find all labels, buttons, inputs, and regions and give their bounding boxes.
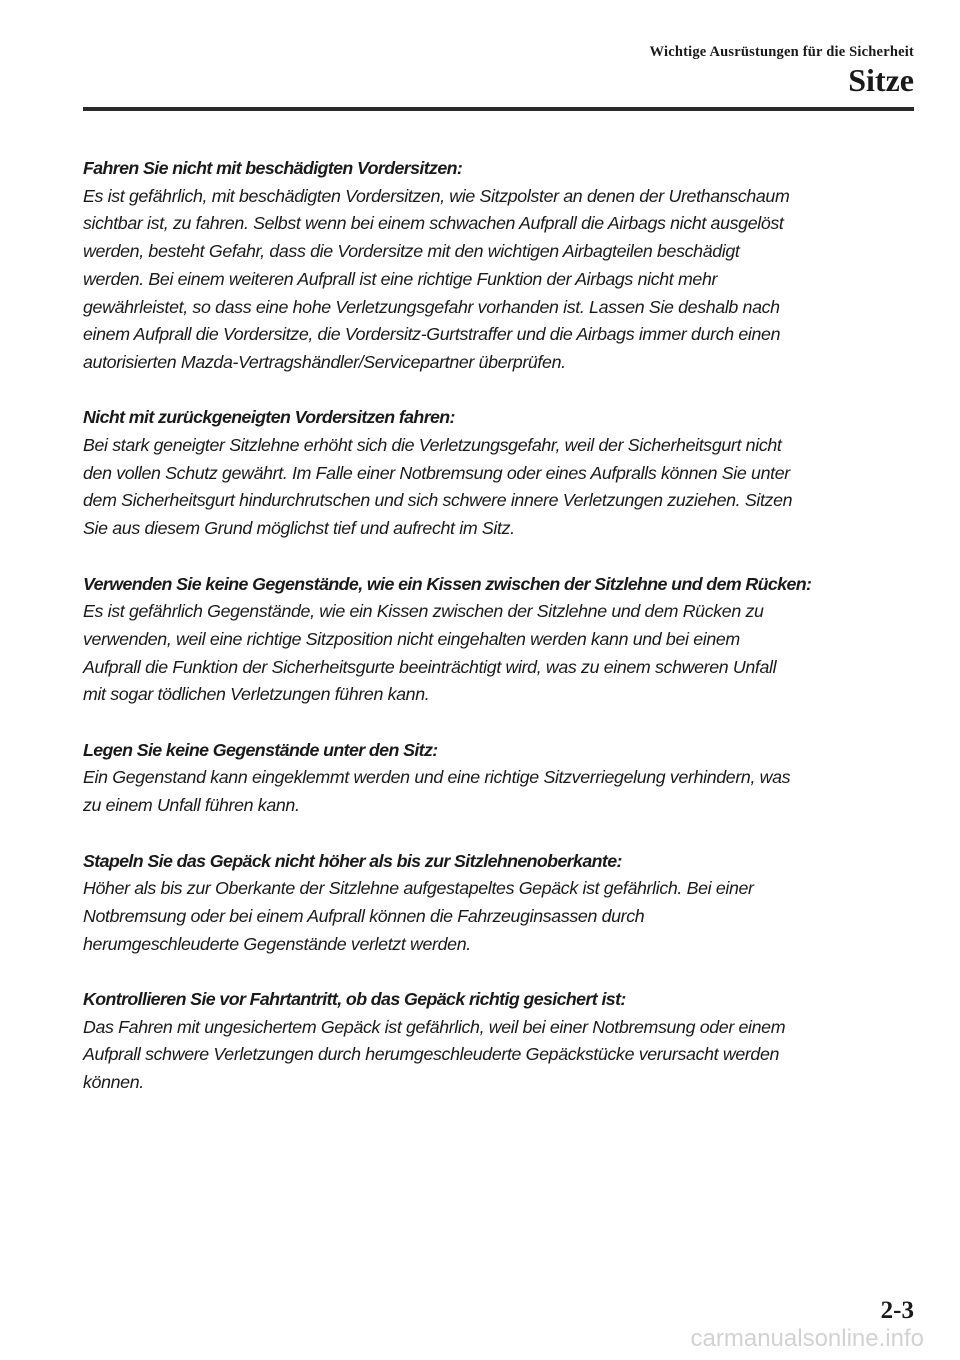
warning-title: Legen Sie keine Gegenstände unter den Sitz:	[83, 739, 438, 760]
warning-title: Verwenden Sie keine Gegenstände, wie ein Kissen zwischen der Sitzlehne und dem Rücken:	[83, 573, 812, 594]
warning-title: Kontrollieren Sie vor Fahrtantritt, ob das Gepäck richtig gesichert ist:	[83, 989, 626, 1010]
warning-text-line: den vollen Schutz gewährt. Im Falle einer Notbremsung oder eines Aufpralls können Sie unter	[83, 462, 790, 483]
warning-text-line: mit sogar tödlichen Verletzungen führen kann.	[83, 684, 430, 705]
page-number: 2-3	[880, 1297, 914, 1324]
warning-title: Stapeln Sie das Gepäck nicht höher als bis zur Sitzlehnenoberkante:	[83, 850, 622, 871]
page-header	[83, 0, 914, 112]
warning-block	[83, 571, 919, 710]
warning-title: Nicht mit zurückgeneigten Vordersitzen fahren:	[83, 407, 455, 428]
warning-block	[83, 155, 919, 377]
section-title: Sitze	[848, 62, 914, 98]
warning-text-line: Aufprall die Funktion der Sicherheitsgurte beeinträchtigt wird, was zu einem schweren Unfall	[83, 656, 777, 677]
warning-text-line: herumgeschleuderte Gegenstände verletzt werden.	[83, 933, 471, 954]
warning-text-line: zu einem Unfall führen kann.	[83, 795, 300, 816]
warning-text-line: Notbremsung oder bei einem Aufprall können die Fahrzeuginsassen durch	[83, 905, 645, 926]
warning-list	[83, 155, 919, 1125]
warning-text-line: Aufprall schwere Verletzungen durch herumgeschleuderte Gepäckstücke verursacht werden	[83, 1044, 780, 1065]
warning-block	[83, 986, 919, 1097]
warning-text-line: Ein Gegenstand kann eingeklemmt werden und eine richtige Sitzverriegelung verhindern, was	[83, 767, 791, 788]
warning-text-line: autorisierten Mazda-Vertragshändler/Servicepartner überprüfen.	[83, 351, 566, 372]
warning-text-line: verwenden, weil eine richtige Sitzposition nicht eingehalten werden kann und bei einem	[83, 628, 740, 649]
watermark: carmanualsonline.info	[690, 1325, 924, 1352]
warning-text-line: sichtbar ist, zu fahren. Selbst wenn bei einem schwachen Aufprall die Airbags nicht ausgelöst	[83, 213, 784, 234]
warning-text-line: werden, besteht Gefahr, dass die Vordersitze mit den wichtigen Airbagteilen beschädigt	[83, 241, 740, 262]
warning-text-line: Sie aus diesem Grund möglichst tief und aufrecht im Sitz.	[83, 518, 515, 539]
section-subtitle: Wichtige Ausrüstungen für die Sicherheit	[649, 44, 914, 60]
header-divider	[83, 107, 914, 111]
warning-text-line: können.	[83, 1072, 144, 1093]
warning-text-line: gewährleistet, so dass eine hohe Verletzungsgefahr vorhanden ist. Lassen Sie deshalb nach	[83, 296, 780, 317]
warning-block	[83, 404, 919, 543]
warning-text-line: einem Aufprall die Vordersitze, die Vordersitz-Gurtstraffer und die Airbags immer durch einen	[83, 324, 781, 345]
warning-text-line: Das Fahren mit ungesichertem Gepäck ist gefährlich, weil bei einer Notbremsung oder einem	[83, 1016, 786, 1037]
warning-text-line: Es ist gefährlich, mit beschädigten Vordersitzen, wie Sitzpolster an denen der Urethanschaum	[83, 185, 790, 206]
warning-text-line: dem Sicherheitsgurt hindurchrutschen und sich schwere innere Verletzungen zuziehen. Sitzen	[83, 490, 793, 511]
warning-title: Fahren Sie nicht mit beschädigten Vordersitzen:	[83, 158, 463, 178]
warning-text-line: Bei stark geneigter Sitzlehne erhöht sich die Verletzungsgefahr, weil der Sicherheitsgurt nicht	[83, 435, 782, 456]
warning-block	[83, 848, 919, 959]
warning-text-line: Höher als bis zur Oberkante der Sitzlehne aufgestapeltes Gepäck ist gefährlich. Bei einer	[83, 878, 754, 899]
warning-block	[83, 737, 919, 820]
warning-text-line: werden. Bei einem weiteren Aufprall ist eine richtige Funktion der Airbags nicht mehr	[83, 268, 718, 289]
warning-text-line: Es ist gefährlich Gegenstände, wie ein Kissen zwischen der Sitzlehne und dem Rücken zu	[83, 601, 764, 622]
